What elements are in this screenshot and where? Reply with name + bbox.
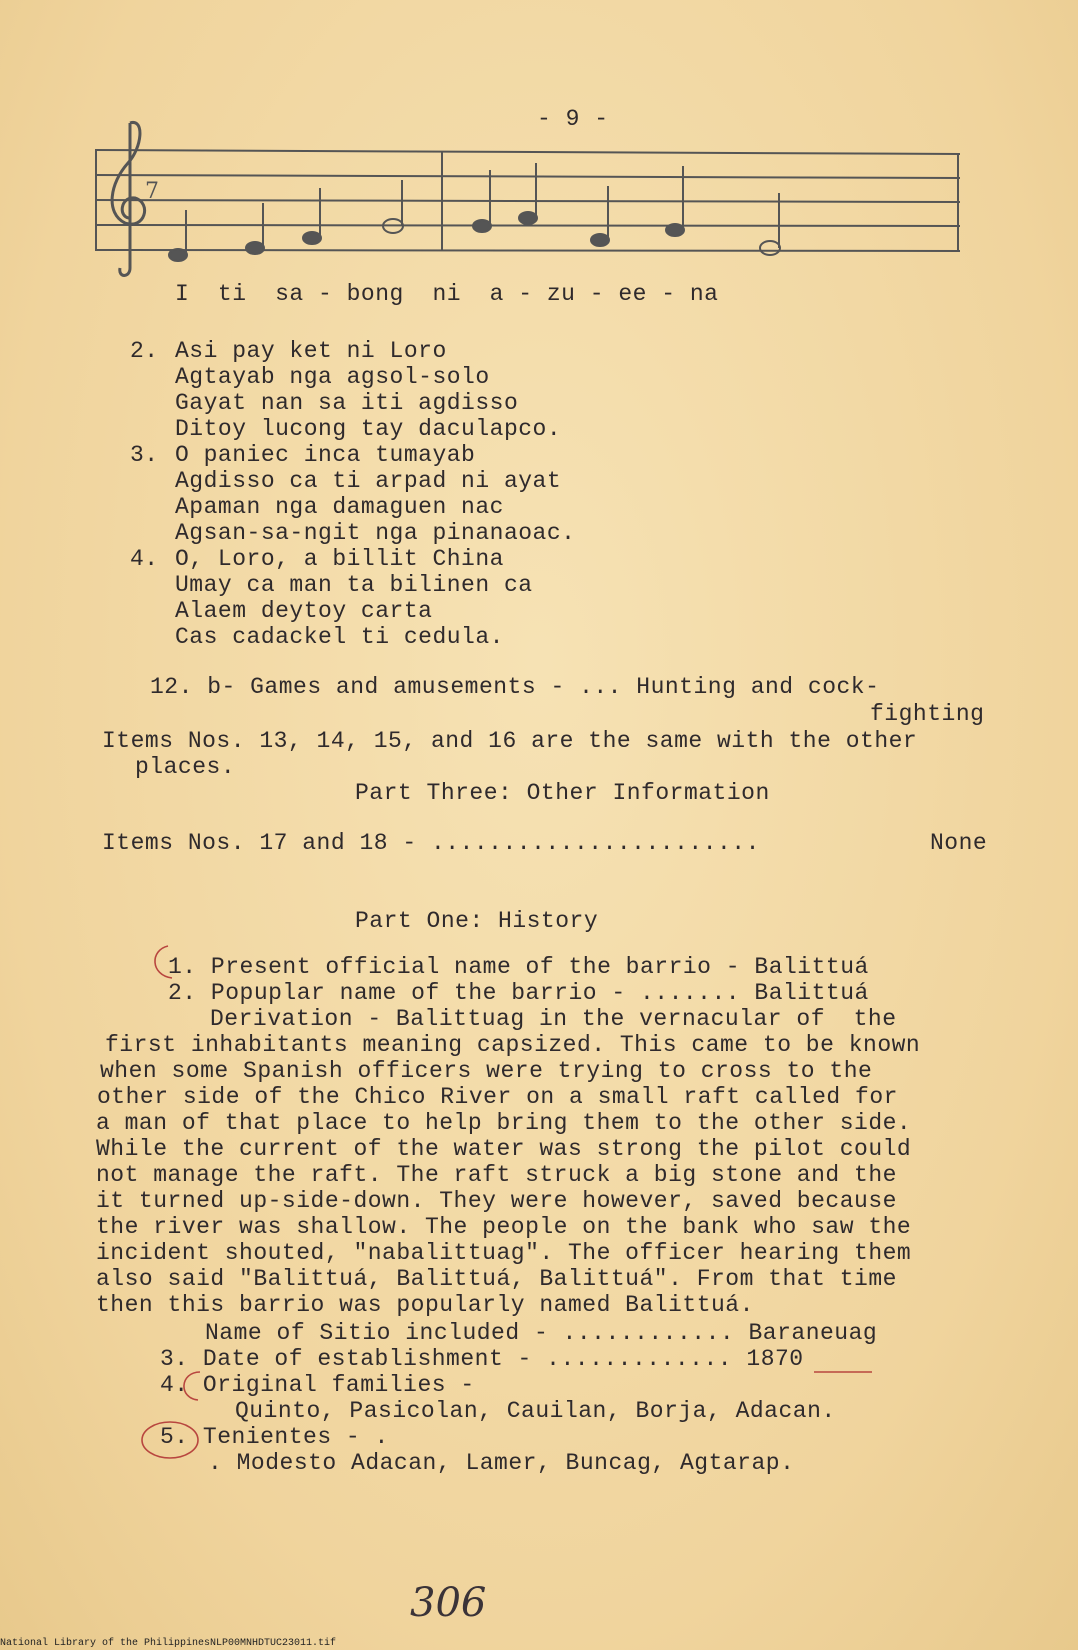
derivation-line: a man of that place to help bring them to the other side. bbox=[96, 1110, 912, 1136]
derivation-line: it turned up-side-down. They were however, saved because bbox=[96, 1188, 897, 1214]
history-item-1: 1. Present official name of the barrio - Balittuá bbox=[168, 954, 869, 980]
derivation-line: not manage the raft. The raft struck a big stone and the bbox=[96, 1162, 897, 1188]
derivation-line: While the current of the water was strong the pilot could bbox=[96, 1136, 912, 1162]
verse-number: 2. bbox=[130, 338, 159, 364]
items-17-18-value: None bbox=[930, 830, 988, 856]
part-one-heading: Part One: History bbox=[355, 908, 599, 934]
families-line: Quinto, Pasicolan, Cauilan, Borja, Adacan. bbox=[235, 1398, 836, 1424]
verse-number: 4. bbox=[130, 546, 159, 572]
music-lyrics: I ti sa - bong ni a - zu - ee - na bbox=[175, 281, 719, 307]
footer-file: NLP00MNHDTUC23011.tif bbox=[210, 1638, 337, 1649]
items-17-18: Items Nos. 17 and 18 - ....................... bbox=[102, 830, 760, 856]
verse-number: 3. bbox=[130, 442, 159, 468]
sitio-line: Name of Sitio included - ............ Baraneuag bbox=[205, 1320, 878, 1346]
svg-text:7: 7 bbox=[145, 179, 159, 204]
history-item-5: 5. Tenientes - . bbox=[160, 1424, 389, 1450]
verse-line: Alaem deytoy carta bbox=[175, 598, 433, 624]
derivation-line: other side of the Chico River on a small raft called for bbox=[97, 1084, 898, 1110]
games-line: 12. b- Games and amusements - ... Hunting and cock- bbox=[150, 674, 880, 700]
derivation-line: incident shouted, "nabalittuag". The officer hearing them bbox=[96, 1240, 912, 1266]
derivation-line: also said "Balittuá, Balittuá, Balittuá". From that time bbox=[96, 1266, 897, 1292]
verse-line: Asi pay ket ni Loro bbox=[175, 338, 447, 364]
treble-clef-icon bbox=[112, 122, 144, 275]
handwritten-page-number: 306 bbox=[410, 1580, 487, 1626]
derivation-line: Derivation - Balittuag in the vernacular of the bbox=[210, 1006, 897, 1032]
verse-line: O paniec inca tumayab bbox=[175, 442, 476, 468]
verse-line: Agsan-sa-ngit nga pinanaoac. bbox=[175, 520, 576, 546]
items-13-16: Items Nos. 13, 14, 15, and 16 are the same with the other bbox=[102, 728, 918, 754]
verse-line: Gayat nan sa iti agdisso bbox=[175, 390, 519, 416]
history-item-3: 3. Date of establishment - ............. 1870 bbox=[160, 1346, 804, 1372]
verse-line: O, Loro, a billit China bbox=[175, 546, 504, 572]
derivation-line: the river was shallow. The people on the bank who saw the bbox=[96, 1214, 912, 1240]
derivation-line: first inhabitants meaning capsized. This came to be known bbox=[105, 1032, 921, 1058]
verse-line: Umay ca man ta bilinen ca bbox=[175, 572, 533, 598]
part-three-heading: Part Three: Other Information bbox=[355, 780, 770, 806]
verse-line: Apaman nga damaguen nac bbox=[175, 494, 504, 520]
derivation-line: when some Spanish officers were trying to cross to the bbox=[100, 1058, 873, 1084]
items-13-16-continued: places. bbox=[135, 754, 236, 780]
music-staff bbox=[90, 118, 970, 288]
derivation-line: then this barrio was popularly named Balittuá. bbox=[96, 1292, 754, 1318]
history-item-2: 2. Popuplar name of the barrio - ....... Balittuá bbox=[168, 980, 869, 1006]
footer-library: National Library of the Philippines bbox=[0, 1638, 211, 1649]
verse-line: Cas cadackel ti cedula. bbox=[175, 624, 504, 650]
verse-line: Agtayab nga agsol-solo bbox=[175, 364, 490, 390]
history-item-4: 4. Original families - bbox=[160, 1372, 475, 1398]
games-line-continued: fighting bbox=[870, 701, 985, 727]
verse-line: Ditoy lucong tay daculapco. bbox=[175, 416, 562, 442]
page-number: - 9 - bbox=[537, 106, 609, 132]
tenientes-line: . Modesto Adacan, Lamer, Buncag, Agtarap. bbox=[208, 1450, 795, 1476]
verse-line: Agdisso ca ti arpad ni ayat bbox=[175, 468, 562, 494]
